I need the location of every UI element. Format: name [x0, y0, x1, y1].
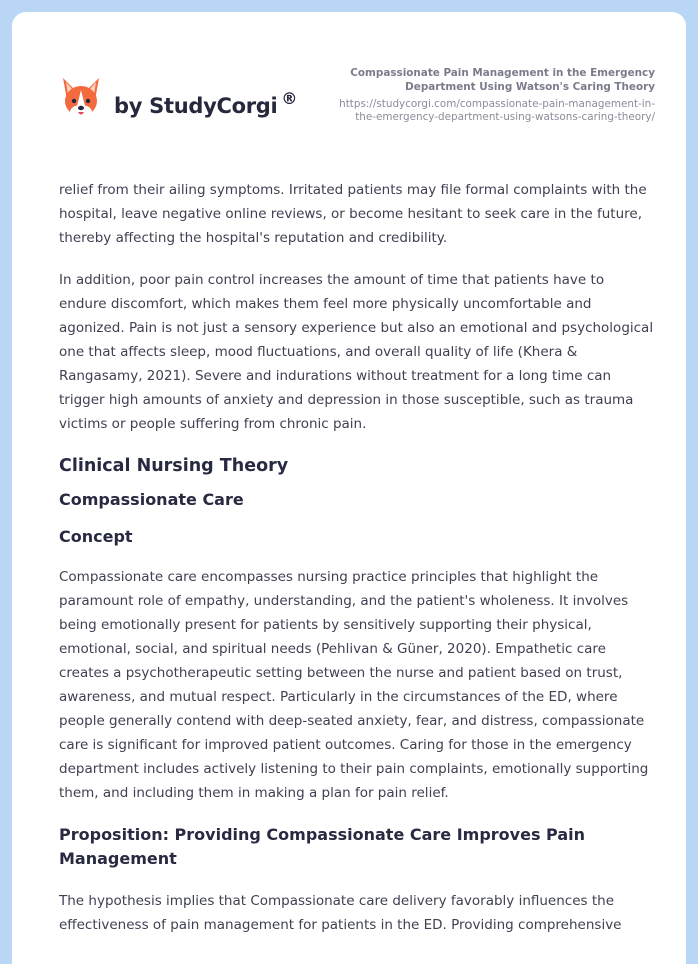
corgi-logo-icon [60, 76, 102, 120]
document-url-line-1[interactable]: https://studycorgi.com/compassionate-pain-management-in- [339, 98, 655, 110]
essay-body [59, 178, 655, 955]
document-title-line-2: Department Using Watson's Caring Theory [405, 81, 655, 93]
document-url-line-2[interactable]: the-emergency-department-using-watsons-caring-theory/ [355, 111, 655, 123]
paragraph-2: In addition, poor pain control increases the amount of time that patients have to endure discomfort, which makes them feel more physically uncomfortable and agonized. Pain is not just a sensory experience but also an emotional and psychological one that affects sleep, mood fluctuations, and overall quality of life (Khera & Rangasamy, 2021). Severe and indurations without treatment for a long time can trigger high amounts of anxiety and depression in those susceptible, such as trauma victims or people suffering from chronic pain. [59, 272, 654, 432]
page-header [12, 12, 686, 162]
document-title-line-1: Compassionate Pain Management in the Emergency [350, 67, 655, 79]
paragraph-3: Compassionate care encompasses nursing practice principles that highlight the paramount role of empathy, understanding, and the patient's wholeness. It involves being emotionally present for patients by sensitively supporting their physical, emotional, social, and spiritual needs (Pehlivan & Güner, 2020). Empathetic care creates a psychotherapeutic setting between the nurse and patient based on trust, awareness, and mutual respect. Particularly in the circumstances of the ED, where people generally contend with deep-seated anxiety, fear, and distress, compassionate care is significant for improved patient outcomes. Caring for those in the emergency department includes actively listening to their pain complaints, emotionally supporting them, and including them in making a plan for pain relief. [59, 569, 649, 801]
paragraph-1: relief from their ailing symptoms. Irritated patients may file formal complaints with the hospital, leave negative online reviews, or become hesitant to seek care in the future, thereby affecting the hospital's reputation and credibility. [59, 182, 647, 246]
document-page [12, 12, 686, 964]
section-heading-clinical-nursing-theory: Clinical Nursing Theory [59, 456, 289, 476]
studycorgi-logo[interactable] [60, 76, 297, 120]
subheading-proposition: Proposition: Providing Compassionate Care Improves Pain Management [59, 825, 586, 868]
document-info [315, 66, 655, 124]
subheading-concept: Concept [59, 527, 133, 546]
registered-mark: ® [281, 89, 298, 108]
document-url[interactable] [315, 98, 655, 124]
brand-name: by StudyCorgi ® [114, 89, 298, 118]
paragraph-4: The hypothesis implies that Compassionate care delivery favorably influences the effectiveness of pain management for patients in the ED. Providing comprehensive [59, 893, 622, 933]
document-title [315, 66, 655, 94]
subheading-compassionate-care: Compassionate Care [59, 490, 244, 509]
